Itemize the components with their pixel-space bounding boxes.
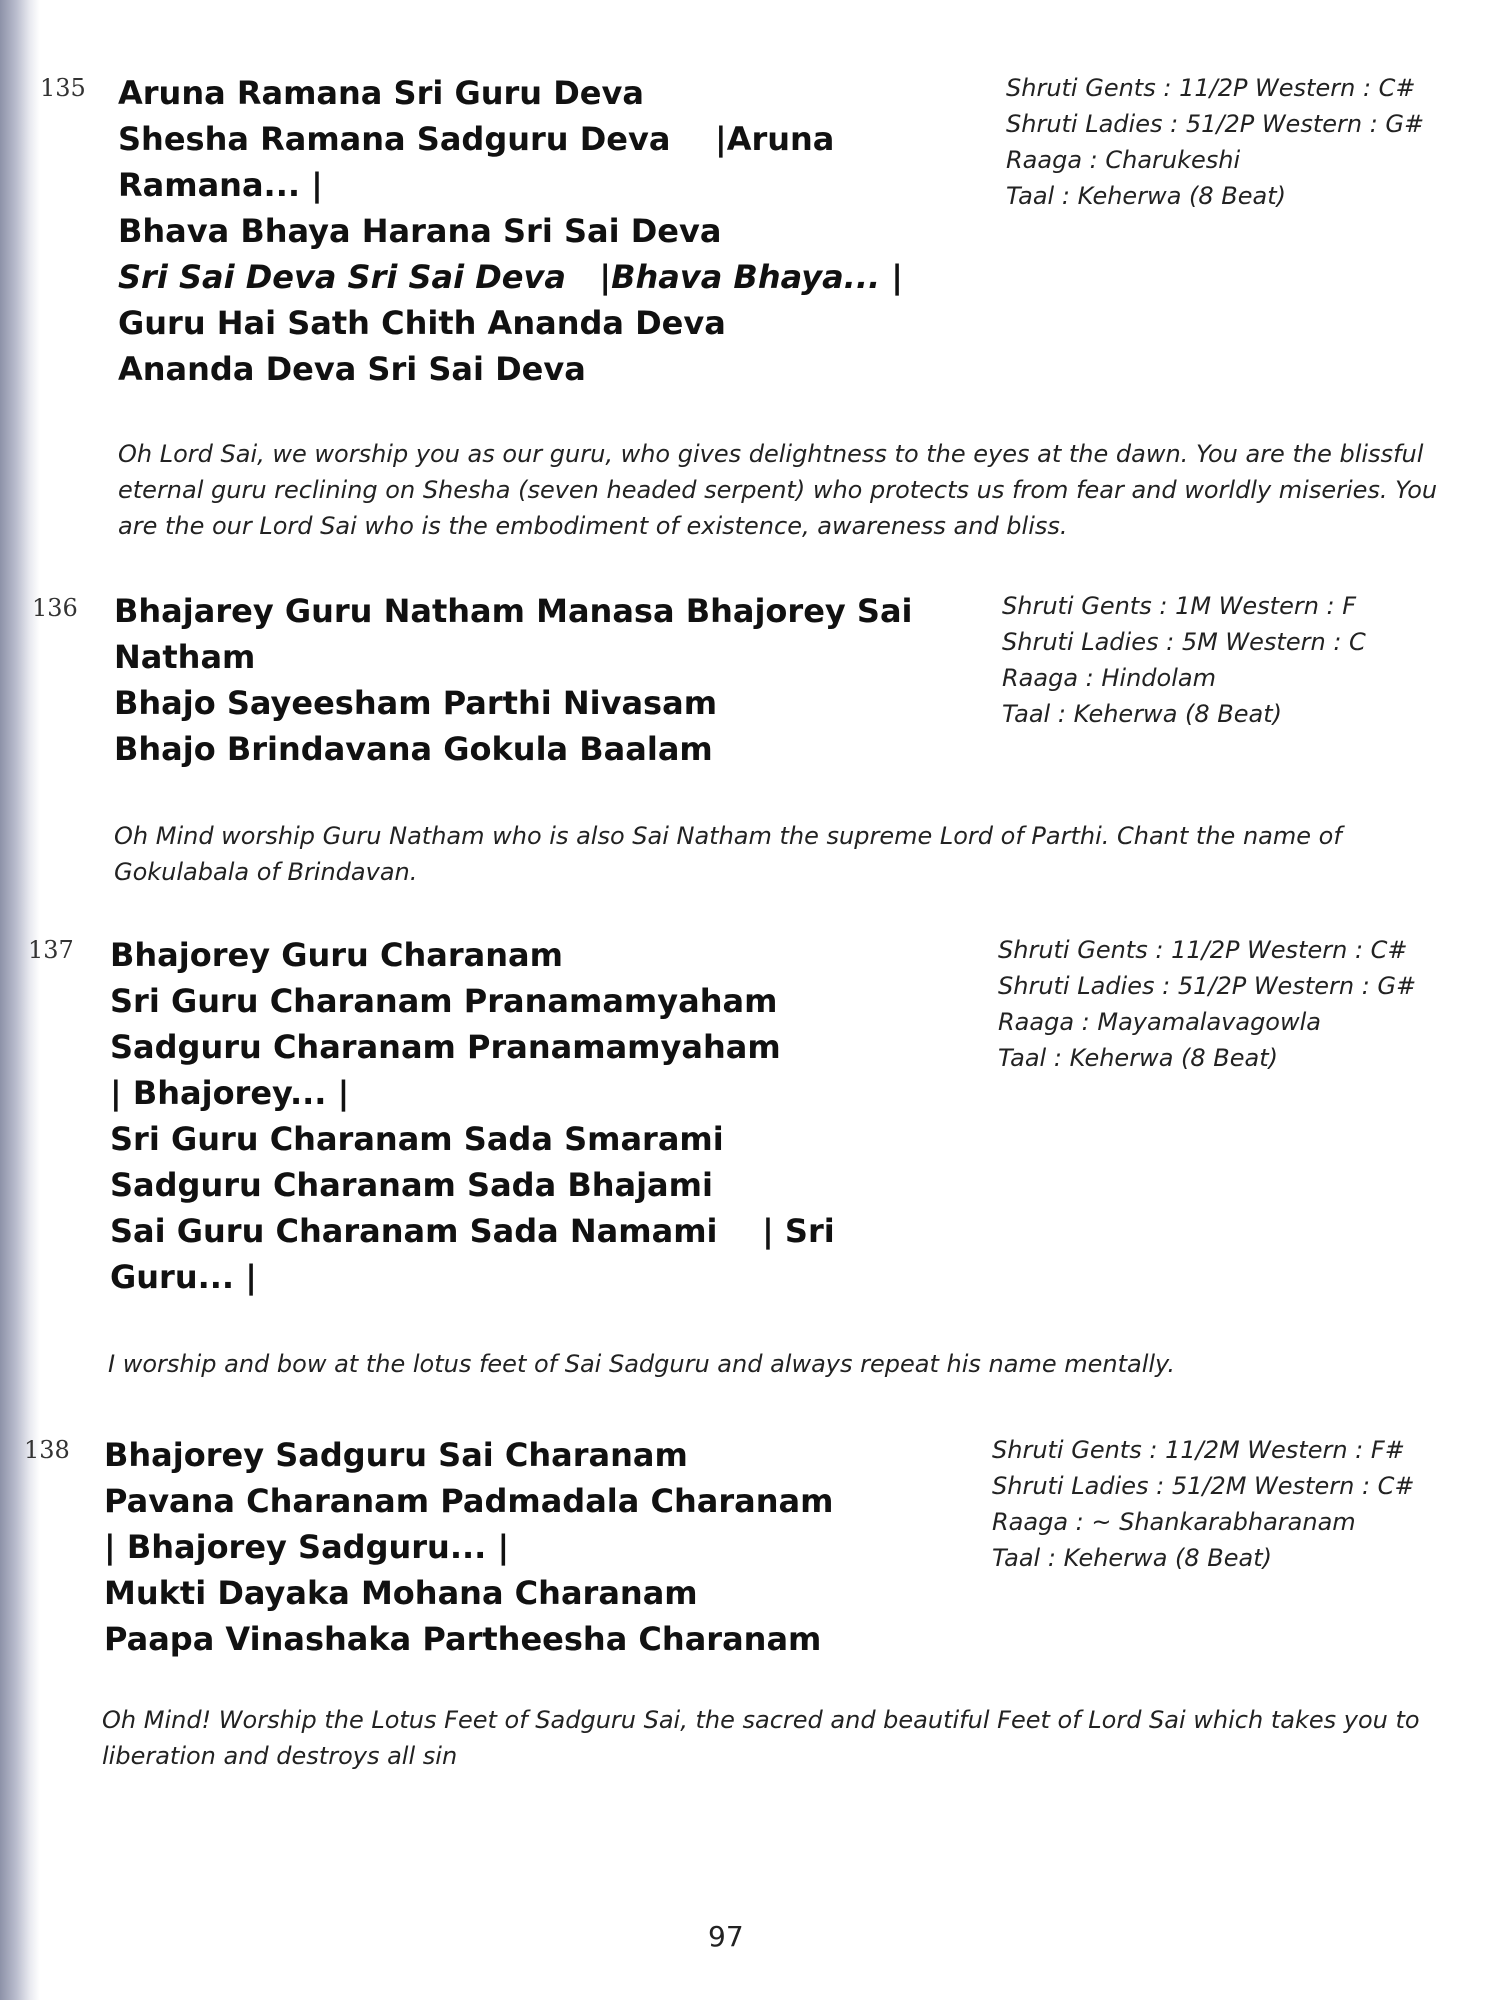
- shruti-gents: Shruti Gents : 1M Western : F: [1002, 592, 1357, 620]
- lyric-line: Ananda Deva Sri Sai Deva: [118, 350, 586, 388]
- translation: Oh Mind worship Guru Natham who is also Sai Natham the supreme Lord of Parthi. Chant the name of Gokulabala of Brindavan.: [114, 822, 1342, 886]
- bhajan-lyrics: [110, 932, 940, 1300]
- bhajan-lyrics: [118, 70, 948, 392]
- bhajan-lyrics: [114, 588, 944, 772]
- bhajan-meta: [992, 1432, 1472, 1576]
- lyric-line: | Bhajorey Sadguru... |: [104, 1528, 510, 1566]
- bhajan-meta: [1006, 70, 1486, 214]
- taal: Taal : Keherwa (8 Beat): [998, 1044, 1278, 1072]
- taal: Taal : Keherwa (8 Beat): [992, 1544, 1272, 1572]
- bhajan-number: 138: [24, 1436, 70, 1464]
- lyric-line: Sri Guru Charanam Pranamamyaham: [110, 982, 778, 1020]
- lyric-line: Ramana... |: [118, 166, 323, 204]
- page-edge-shadow: [0, 0, 40, 2000]
- bhajan-lyrics: [104, 1432, 934, 1662]
- translation: Oh Lord Sai, we worship you as our guru, who gives delightness to the eyes at the dawn. You are the blissful eternal guru reclining on Shesha (seven headed serpent) who protects us from fear and worldly miseries. You are the our Lord Sai who is the embodiment of existence, awareness and bliss.: [118, 440, 1438, 540]
- lyric-line: Bhajorey Guru Charanam: [110, 936, 563, 974]
- taal: Taal : Keherwa (8 Beat): [1006, 182, 1286, 210]
- shruti-ladies: Shruti Ladies : 51/2M Western : C#: [992, 1472, 1415, 1500]
- lyric-line: Aruna Ramana Sri Guru Deva: [118, 74, 644, 112]
- lyric-line: Sadguru Charanam Sada Bhajami: [110, 1166, 713, 1204]
- lyric-line: Bhajo Sayeesham Parthi Nivasam: [114, 684, 718, 722]
- shruti-gents: Shruti Gents : 11/2P Western : C#: [1006, 74, 1416, 102]
- bhajan-number: 135: [40, 74, 86, 102]
- lyric-line: Sri Sai Deva Sri Sai Deva |Bhava Bhaya... |: [118, 258, 903, 296]
- shruti-ladies: Shruti Ladies : 51/2P Western : G#: [1006, 110, 1425, 138]
- raaga: Raaga : ~ Shankarabharanam: [992, 1508, 1356, 1536]
- bhajan-number: 136: [32, 594, 78, 622]
- page-number: 97: [708, 1920, 744, 1953]
- lyric-line: | Bhajorey... |: [110, 1074, 350, 1112]
- bhajan-meta: [998, 932, 1478, 1076]
- lyric-line: Sadguru Charanam Pranamamyaham: [110, 1028, 781, 1066]
- shruti-ladies: Shruti Ladies : 5M Western : C: [1002, 628, 1366, 656]
- raaga: Raaga : Mayamalavagowla: [998, 1008, 1321, 1036]
- raaga: Raaga : Hindolam: [1002, 664, 1216, 692]
- shruti-gents: Shruti Gents : 11/2M Western : F#: [992, 1436, 1405, 1464]
- lyric-line: Shesha Ramana Sadguru Deva |Aruna: [118, 120, 835, 158]
- translation: Oh Mind! Worship the Lotus Feet of Sadguru Sai, the sacred and beautiful Feet of Lord Sai which takes you to liberation and destroys all sin: [102, 1706, 1420, 1770]
- taal: Taal : Keherwa (8 Beat): [1002, 700, 1282, 728]
- lyric-line: Natham: [114, 638, 256, 676]
- bhajan-number: 137: [28, 936, 74, 964]
- lyric-line: Bhajarey Guru Natham Manasa Bhajorey Sai: [114, 592, 913, 630]
- lyric-line: Bhajorey Sadguru Sai Charanam: [104, 1436, 688, 1474]
- lyric-line: Paapa Vinashaka Partheesha Charanam: [104, 1620, 822, 1658]
- lyric-line: Guru Hai Sath Chith Ananda Deva: [118, 304, 726, 342]
- lyric-line: Sai Guru Charanam Sada Namami | Sri: [110, 1212, 835, 1250]
- shruti-ladies: Shruti Ladies : 51/2P Western : G#: [998, 972, 1417, 1000]
- bhajan-meta: [1002, 588, 1482, 732]
- lyric-line: Bhajo Brindavana Gokula Baalam: [114, 730, 713, 768]
- raaga: Raaga : Charukeshi: [1006, 146, 1241, 174]
- shruti-gents: Shruti Gents : 11/2P Western : C#: [998, 936, 1408, 964]
- lyric-line: Bhava Bhaya Harana Sri Sai Deva: [118, 212, 722, 250]
- lyric-line: Mukti Dayaka Mohana Charanam: [104, 1574, 698, 1612]
- lyric-line: Guru... |: [110, 1258, 257, 1296]
- lyric-line: Pavana Charanam Padmadala Charanam: [104, 1482, 834, 1520]
- translation: I worship and bow at the lotus feet of Sai Sadguru and always repeat his name mentally.: [108, 1350, 1175, 1378]
- lyric-line: Sri Guru Charanam Sada Smarami: [110, 1120, 724, 1158]
